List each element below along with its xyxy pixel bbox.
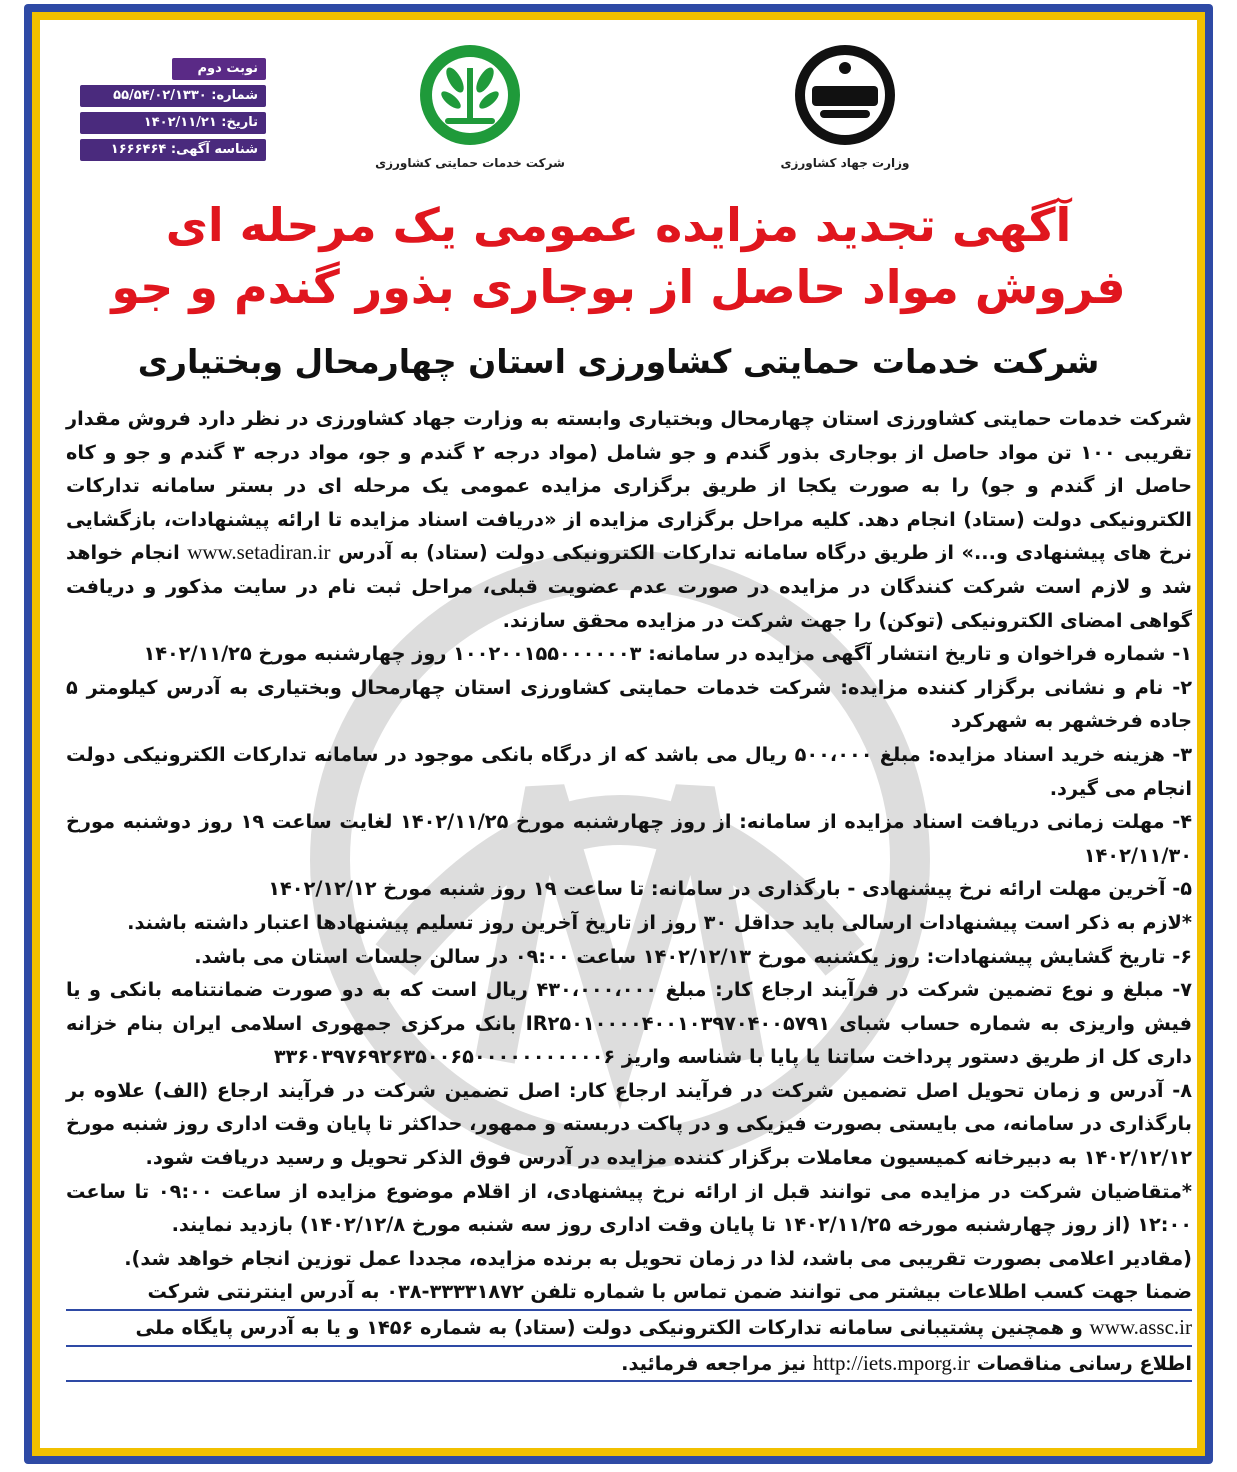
- headline-line-1: آگهی تجدید مزایده عمومی یک مرحله ای: [165, 198, 1072, 252]
- headline-line-2: فروش مواد حاصل از بوجاری بذور گندم و جو: [111, 260, 1126, 314]
- round-badge: نوبت دوم: [172, 58, 266, 80]
- iets-link[interactable]: http://iets.mporg.ir: [812, 1350, 970, 1375]
- ad-id-badge: شناسه آگهی: ۱۶۶۶۴۶۴: [80, 139, 266, 161]
- number-badge: شماره: ۵۵/۵۴/۰۲/۱۳۳۰: [80, 85, 266, 107]
- intro-paragraph: شرکت خدمات حمایتی کشاورزی استان چهارمحال وبختیاری وابسته به وزارت جهاد کشاورزی در نظر دارد فروش مقدار تقریبی ۱۰۰ تن مواد حاصل از بوجاری بذور گندم و جو شامل (مواد درجه ۲ گندم و جو، مواد درجه ۳ گندم و جو و کاه حاصل از گندم و جو) را به صورت یکجا از طریق برگزاری مزایده عمومی یک مرحله ای در بستر سامانه تدارکات الکترونیکی دولت (ستاد) انجام دهد. کلیه مراحل برگزاری مزایده از «دریافت اسناد مزایده تا ارائه پیشنهادات، بازگشایی نرخ های پیشنهادی و...» از طریق درگاه سامانه تدارکات الکترونیکی دولت (ستاد) به آدرس www.setadiran.ir انجام خواهد شد و لازم است شرکت کنندگان در مزایده در صورت عدم عضویت قبلی، مراحل ثبت نام در سایت مذکور و دریافت گواهی امضای الکترونیکی (توکن) را جهت شرکت در مزایده محقق سازند.: [66, 407, 1192, 632]
- company-logo-caption: شرکت خدمات حمایتی کشاورزی: [375, 156, 565, 170]
- company-subtitle: شرکت خدمات حمایتی کشاورزی استان چهارمحال وبختیاری: [137, 342, 1100, 381]
- item-5: ۵- آخرین مهلت ارائه نرخ پیشنهادی - بارگذاری در سامانه: تا ساعت ۱۹ روز شنبه مورخ ۱۴۰۲/۱۲/۱۲: [268, 877, 1192, 901]
- note-1: *لازم به ذکر است پیشنهادات ارسالی باید حداقل ۳۰ روز از تاریخ آخرین روز تسلیم پیشنهادها اعتبار داشته باشند.: [127, 910, 1192, 934]
- item-4: ۴- مهلت زمانی دریافت اسناد مزایده از سامانه: از روز چهارشنبه مورخ ۱۴۰۲/۱۱/۲۵ لغایت ساعت ۱۹ روز دوشنبه مورخ ۱۴۰۲/۱۱/۳۰: [66, 810, 1193, 867]
- item-2: ۲- نام و نشانی برگزار کننده مزایده: شرکت خدمات حمایتی کشاورزی استان چهارمحال وبختیاری به آدرس کیلومتر ۵ جاده فرخشهر به شهرکرد: [66, 675, 1192, 733]
- contact-line-2: www.assc.ir و همچنین پشتیبانی سامانه تدارکات الکترونیکی دولت (ستاد) به شماره ۱۴۵۶ و یا به آدرس پایگاه ملی: [66, 1311, 1192, 1347]
- note-3: (مقادیر اعلامی بصورت تقریبی می باشد، لذا در زمان تحویل به برنده مزایده، مجددا عمل توزین انجام خواهد شد).: [124, 1246, 1192, 1270]
- item-1: ۱- شماره فراخوان و تاریخ انتشار آگهی مزایده در سامانه: ۱۰۰۲۰۰۱۵۵۰۰۰۰۰۰۳ روز چهارشنبه مورخ ۱۴۰۲/۱۱/۲۵: [143, 642, 1192, 666]
- company-logo: [370, 40, 570, 170]
- item-7: ۷- مبلغ و نوع تضمین شرکت در فرآیند ارجاع کار: مبلغ ۴۳۰،۰۰۰،۰۰۰ ریال است که به دو صورت ضمانتنامه بانکی و یا فیش واریزی به شماره حساب شبای IR۲۵۰۱۰۰۰۰۴۰۰۱۰۳۹۷۰۴۰۰۵۷۹۱ بانک مرکزی جمهوری اسلامی ایران بنام خزانه داری کل از طریق دستور پرداخت ساتنا یا پایا با شناسه واریز ۳۳۶۰۳۹۷۶۹۲۶۳۵۰۰۶۵۰۰۰۰۰۰۰۰۰۰۰۶: [66, 978, 1193, 1069]
- note-2: *متقاضیان شرکت در مزایده می توانند قبل از ارائه نرخ پیشنهادی، از اقلام موضوع مزایده از ساعت ۰۹:۰۰ تا ساعت ۱۲:۰۰ (از روز چهارشنبه مورخه ۱۴۰۲/۱۱/۲۵ تا پایان وقت اداری روز سه شنبه مورخ ۱۴۰۲/۱۲/۸) بازدید نمایند.: [66, 1179, 1192, 1237]
- ministry-emblem-icon: [790, 40, 900, 150]
- date-badge: تاریخ: ۱۴۰۲/۱۱/۲۱: [80, 112, 266, 134]
- ad-info-badges: [80, 58, 266, 161]
- assc-link[interactable]: www.assc.ir: [1089, 1315, 1192, 1340]
- item-6: ۶- تاریخ گشایش پیشنهادات: روز یکشنبه مورخ ۱۴۰۲/۱۲/۱۳ ساعت ۰۹:۰۰ در سالن جلسات استان می باشد.: [194, 944, 1192, 968]
- item-8: ۸- آدرس و زمان تحویل اصل تضمین شرکت در فرآیند ارجاع کار: اصل تضمین شرکت در فرآیند ارجاع (الف) علاوه بر بارگذاری در سامانه، می بایستی بصورت فیزیکی و در پاکت دربسته و ممهور، حداکثر تا پایان وقت اداری روز شنبه مورخ ۱۴۰۲/۱۲/۱۲ به دبیرخانه کمیسیون معاملات برگزار کننده مزایده در آدرس فوق الذکر تحویل و رسید دریافت شود.: [66, 1078, 1192, 1170]
- ministry-logo-caption: وزارت جهاد کشاورزی: [780, 156, 910, 170]
- wheat-leaf-logo-icon: [415, 40, 525, 150]
- ministry-logo: [770, 40, 920, 170]
- item-3: ۳- هزینه خرید اسناد مزایده: مبلغ ۵۰۰،۰۰۰ ریال می باشد که از درگاه بانکی موجود در سامانه تدارکات الکترونیکی دولت انجام می گیرد.: [66, 742, 1192, 800]
- setadiran-link[interactable]: www.setadiran.ir: [187, 540, 331, 565]
- contact-line-1: ضمنا جهت کسب اطلاعات بیشتر می توانند ضمن تماس با شماره تلفن ۳۳۳۳۱۸۷۲-۰۳۸ به آدرس اینترنتی شرکت: [66, 1275, 1192, 1311]
- notice-body: [66, 402, 1192, 1382]
- contact-line-3: اطلاع رسانی مناقصات http://iets.mporg.ir نیز مراجعه فرمائید.: [66, 1347, 1192, 1383]
